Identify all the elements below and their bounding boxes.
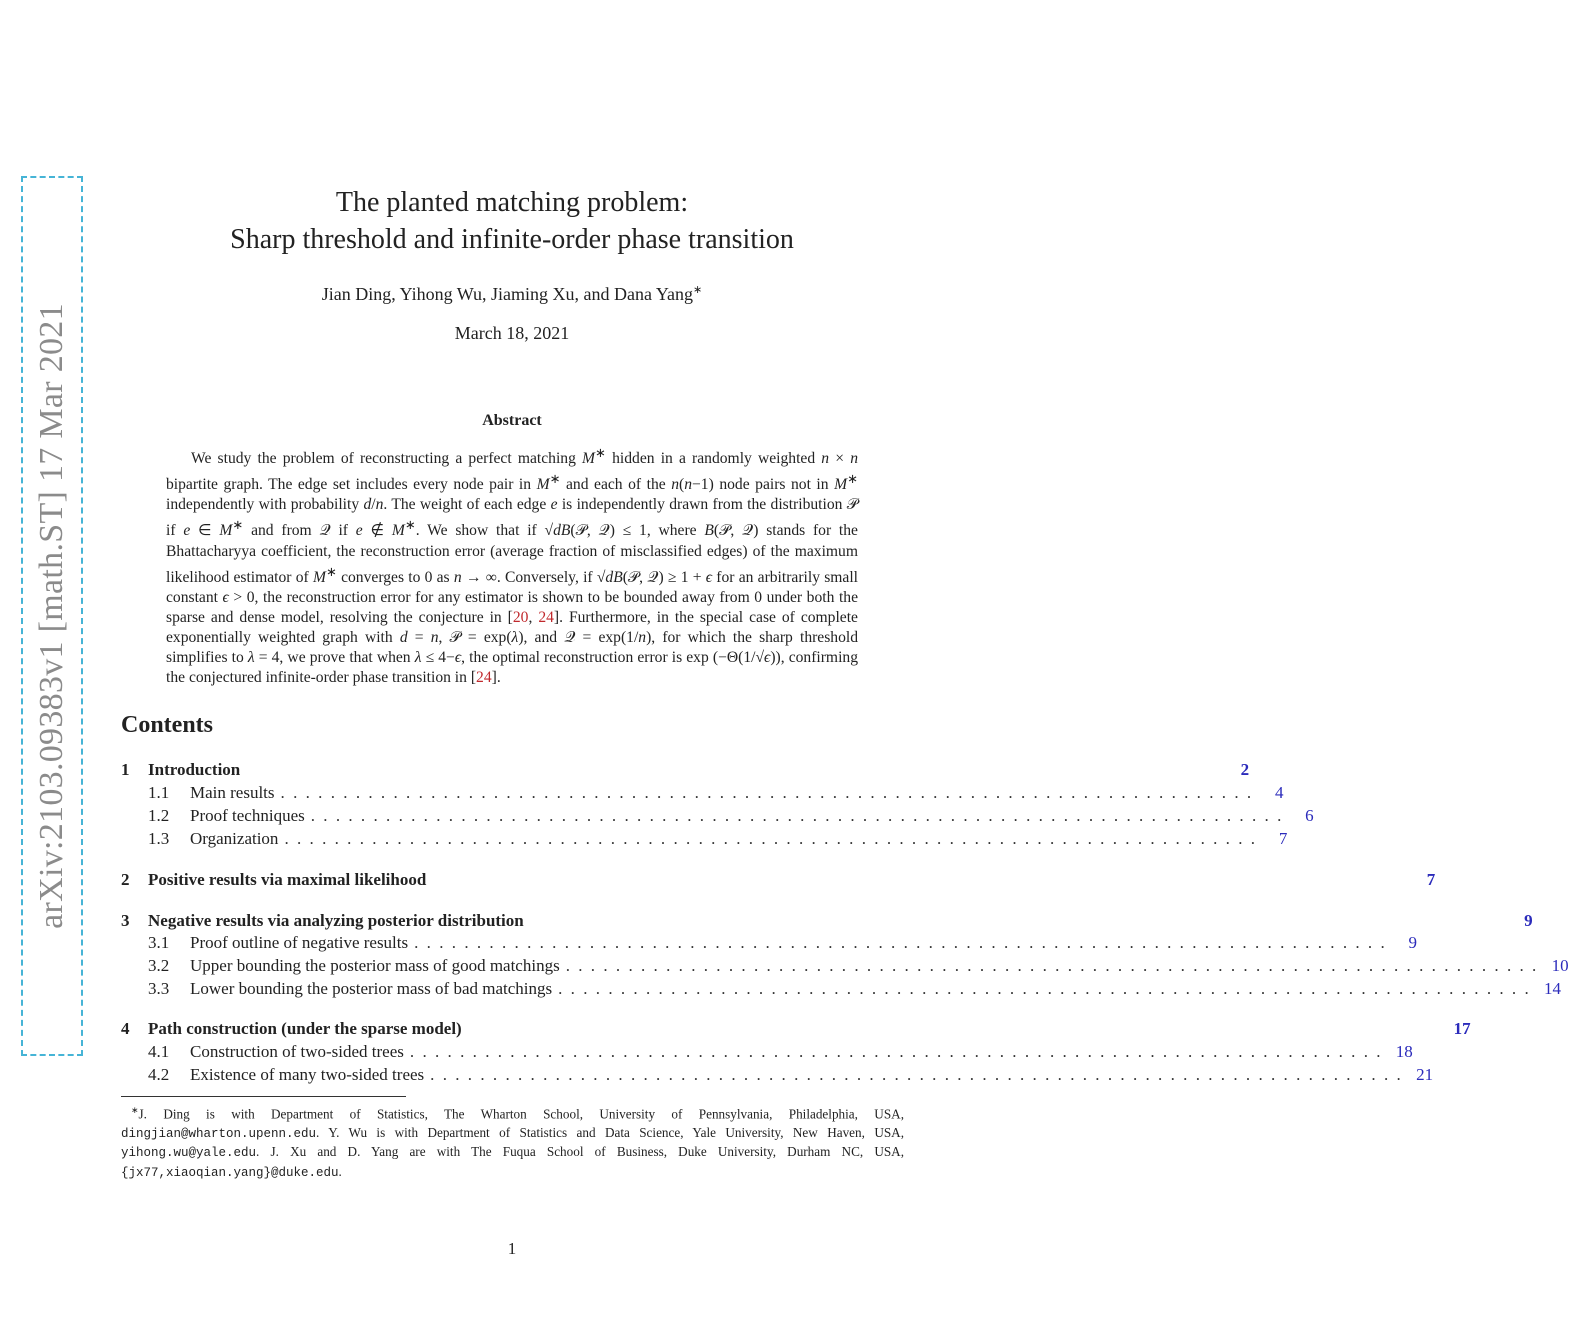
toc-entry-title: Upper bounding the posterior mass of good matchings: [190, 956, 560, 975]
toc-leader-dots: ..............................................................................: [430, 1065, 1410, 1084]
toc-page-link[interactable]: 14: [1544, 979, 1562, 998]
toc-entry-title: Lower bounding the posterior mass of bad matchings: [190, 979, 553, 998]
toc-entry[interactable]: [121, 932, 1418, 954]
toc-page-link[interactable]: 2: [1240, 760, 1250, 779]
footnote-divider: [121, 1096, 406, 1097]
toc-entry-number: 4: [121, 1019, 130, 1038]
toc-entry-number: 3.1: [148, 933, 170, 952]
toc-entry-number: 1.1: [148, 783, 170, 802]
title-line-2: Sharp threshold and infinite-order phase transition: [230, 224, 794, 255]
toc-entry[interactable]: [121, 955, 1569, 977]
toc-page-link[interactable]: 17: [1453, 1019, 1471, 1038]
toc-entry-number: 1.3: [148, 829, 170, 848]
toc-entry[interactable]: [121, 759, 1250, 781]
title-line-1: The planted matching problem:: [335, 187, 689, 218]
authors-text: Jian Ding, Yihong Wu, Jiaming Xu, and Dana Yang: [321, 284, 694, 304]
toc-entry-title: Proof outline of negative results: [190, 933, 409, 952]
author-list: [0, 283, 1024, 305]
abstract-heading: Abstract: [482, 412, 542, 429]
toc-leader-dots: ..............................................................................: [414, 933, 1394, 952]
toc-entry-number: 3.3: [148, 979, 170, 998]
paper-date: March 18, 2021: [454, 323, 570, 343]
contents-heading: Contents: [121, 712, 214, 738]
toc-entry-title: Proof techniques: [190, 806, 305, 825]
toc-leader-dots: ..............................................................................: [310, 806, 1290, 825]
toc-entry-title: Positive results via maximal likelihood: [148, 870, 427, 889]
toc-page-link[interactable]: 7: [1426, 870, 1436, 889]
toc-page-link[interactable]: 21: [1416, 1065, 1434, 1084]
toc-page-link[interactable]: 9: [1408, 933, 1418, 952]
toc-entry[interactable]: [121, 910, 1533, 932]
toc-entry-title: Main results: [190, 783, 275, 802]
toc-page-link[interactable]: 7: [1278, 829, 1288, 848]
toc-entry-number: 1: [121, 760, 130, 779]
toc-entry[interactable]: [121, 782, 1284, 804]
toc-leader-dots: ..............................................................................: [558, 979, 1538, 998]
toc-page-link[interactable]: 18: [1395, 1042, 1413, 1061]
toc-entry-number: 1.2: [148, 806, 170, 825]
toc-entry-number: 4.2: [148, 1065, 170, 1084]
email-link[interactable]: yihong.wu@yale.edu: [121, 1146, 257, 1161]
toc-entry-title: Existence of many two-sided trees: [190, 1065, 425, 1084]
paper-title: [0, 184, 1024, 258]
toc-entry-number: 3.2: [148, 956, 170, 975]
toc-entry[interactable]: [121, 869, 1436, 891]
toc-entry-title: Path construction (under the sparse model): [148, 1019, 462, 1038]
toc-leader-dots: ..............................................................................: [280, 783, 1260, 802]
toc-entry[interactable]: [121, 828, 1288, 850]
toc-page-link[interactable]: 4: [1274, 783, 1284, 802]
email-link[interactable]: {jx77,xiaoqian.yang}@duke.edu: [121, 1165, 339, 1180]
toc-page-link[interactable]: 6: [1305, 806, 1314, 825]
toc-leader-dots: ..............................................................................: [565, 956, 1545, 975]
citation-link[interactable]: 24: [538, 608, 554, 626]
toc-entry-title: Introduction: [148, 760, 241, 779]
toc-entry[interactable]: [121, 1041, 1413, 1063]
toc-leader-dots: ..............................................................................: [284, 829, 1264, 848]
toc-entry-number: 4.1: [148, 1042, 170, 1061]
author-footnote-mark: ∗: [693, 284, 703, 296]
toc-entry-title: Organization: [190, 829, 279, 848]
toc-entry-title: Construction of two-sided trees: [190, 1042, 404, 1061]
page-number: 1: [507, 1239, 517, 1258]
citation-link[interactable]: 20: [512, 608, 529, 626]
toc-page-link[interactable]: 9: [1524, 911, 1533, 930]
toc-entry-number: 2: [121, 870, 130, 889]
toc-entry[interactable]: [121, 1064, 1434, 1086]
toc-entry-title: Negative results via analyzing posterior distribution: [148, 911, 524, 930]
toc-page-link[interactable]: 10: [1551, 956, 1569, 975]
toc-entry[interactable]: [121, 805, 1314, 827]
abstract-body: We study the problem of reconstructing a perfect matching M∗ hidden in a randomly weighted n × n bipartite graph. The edge set includes every node pair in M∗ and each of the n(n−1) node pairs not in M∗ independently with probability d/n. The weight of each edge e is independently drawn from the distribution 𝒫 if e ∈ M∗ and from 𝒬 if e ∉ M∗. We show that if √dB(𝒫, 𝒬) ≤ 1, where B(𝒫, 𝒬) stands for the Bhattacharyya coefficient, the reconstruction error (average fraction of misclassified edges) of the maximum likelihood estimator of M∗ converges to 0 as n → ∞. Conversely, if √dB(𝒫, 𝒬) ≥ 1 + ϵ for an arbitrarily small constant ϵ > 0, the reconstruction error for any estimator is shown to be bounded away from 0 under both the sparse and dense model, resolving the conjecture in [20, 24]. Furthermore, in the special case of complete exponentially weighted graph with d = n, 𝒫 = exp(λ), and 𝒬 = exp(1/n), for which the sharp threshold simplifies to λ = 4, we prove that when λ ≤ 4−ϵ, the optimal reconstruction error is exp (−Θ(1/√ϵ)), confirming the conjectured infinite-order phase transition in [24].: [166, 445, 859, 686]
citation-link[interactable]: 24: [476, 668, 492, 686]
toc-leader-dots: ..............................................................................: [409, 1042, 1389, 1061]
toc-entry[interactable]: [121, 978, 1562, 1000]
author-affiliations-footnote: ∗J. Ding is with Department of Statistics, The Wharton School, University of Pennsylvania, Philadelphia, USA, dingjian@wharton.upenn.edu. Y. Wu is with Department of Statistics and Data Science, Yale University, New Haven, USA, yihong.wu@yale.edu. J. Xu and D. Yang are with The Fuqua School of Business, Duke University, Durham NC, USA, {jx77,xiaoqian.yang}@duke.edu.: [121, 1105, 904, 1180]
toc-entry[interactable]: [121, 1018, 1471, 1040]
arxiv-identifier-stamp: arXiv:2103.09383v1 [math.ST] 17 Mar 2021: [21, 176, 83, 1056]
toc-entry-number: 3: [121, 911, 130, 930]
email-link[interactable]: dingjian@wharton.upenn.edu: [121, 1126, 317, 1141]
